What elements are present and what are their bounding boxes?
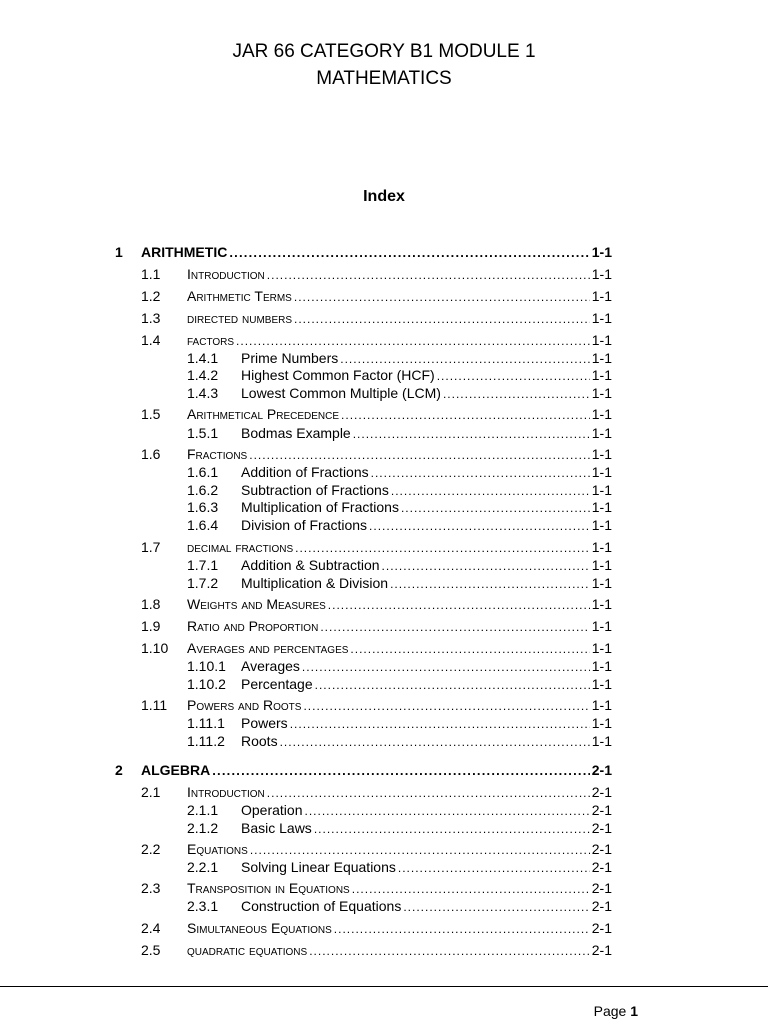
toc-entry-number: 1.6.3: [187, 499, 219, 515]
toc-entry-page: 1-1: [591, 575, 612, 591]
toc-entry[interactable]: [187, 498, 612, 517]
toc-entry-title: Roots: [241, 733, 278, 749]
dot-leader: [212, 762, 590, 780]
toc-entry-number: 2.1: [141, 784, 161, 800]
toc-entry-number: 2.5: [141, 942, 161, 958]
toc-entry[interactable]: [141, 840, 612, 859]
toc-entry[interactable]: [187, 801, 612, 820]
toc-entry-number: 1.9: [141, 618, 161, 634]
toc-entry-title: Basic Laws: [241, 820, 312, 836]
dot-leader: [403, 898, 589, 916]
dot-leader: [309, 942, 590, 960]
toc-entry-page: 2-1: [591, 859, 612, 875]
dot-leader: [236, 332, 590, 350]
toc-entry-page: 1-1: [591, 350, 612, 366]
toc-entry-title: Highest Common Factor (HCF): [241, 367, 435, 383]
dot-leader: [290, 715, 590, 733]
toc-entry-title: Powers: [241, 715, 288, 731]
toc-entry-title: Arithmetic Terms: [187, 288, 292, 304]
toc-entry-number: 1.6: [141, 446, 161, 462]
toc-entry[interactable]: [141, 405, 612, 424]
toc-entry-title: Bodmas Example: [241, 425, 351, 441]
toc-entry-page: 1-1: [591, 517, 612, 533]
toc-entry-title: Construction of Equations: [241, 898, 402, 914]
toc-entry-number: 2.2: [141, 841, 161, 857]
toc-entry[interactable]: [187, 732, 612, 751]
dot-leader: [249, 446, 590, 464]
toc-entry[interactable]: [187, 819, 612, 838]
toc-entry-title: ARITHMETIC: [141, 244, 228, 260]
toc-entry[interactable]: [187, 858, 612, 877]
toc-entry-page: 1-1: [591, 266, 612, 282]
toc-entry-page: 1-1: [591, 596, 612, 612]
toc-entry-title: Multiplication & Division: [241, 575, 389, 591]
toc-entry[interactable]: [141, 309, 612, 328]
toc-entry-title: Introduction: [187, 266, 265, 282]
toc-entry-number: 1.8: [141, 596, 161, 612]
toc-entry-page: 1-1: [591, 499, 612, 515]
dot-leader: [295, 539, 590, 557]
dot-leader: [352, 880, 590, 898]
toc-entry[interactable]: [141, 941, 612, 960]
toc-entry[interactable]: [187, 366, 612, 385]
page-number: 1: [630, 1003, 638, 1019]
dot-leader: [267, 266, 590, 284]
toc-entry[interactable]: [115, 761, 612, 780]
footer-divider: [0, 986, 768, 987]
toc-entry-title: Introduction: [187, 784, 265, 800]
toc-entry[interactable]: [141, 331, 612, 350]
toc-entry-number: 1.10.2: [187, 676, 226, 692]
toc-entry-page: 1-1: [591, 244, 612, 260]
dot-leader: [369, 517, 590, 535]
toc-entry-number: 1.1: [141, 266, 161, 282]
toc-entry-page: 1-1: [591, 385, 612, 401]
toc-entry[interactable]: [141, 696, 612, 715]
toc-entry-title: Solving Linear Equations: [241, 859, 396, 875]
toc-entry-page: 1-1: [591, 618, 612, 634]
toc-entry-number: 1.5.1: [187, 425, 219, 441]
dot-leader: [303, 697, 589, 715]
toc-entry[interactable]: [141, 639, 612, 658]
toc-entry[interactable]: [187, 574, 612, 593]
toc-entry-title: decimal fractions: [187, 539, 294, 555]
toc-entry-title: Multiplication of Fractions: [241, 499, 399, 515]
toc-entry-page: 2-1: [591, 762, 612, 778]
toc-entry[interactable]: [141, 265, 612, 284]
toc-entry-page: 2-1: [591, 820, 612, 836]
toc-entry-page: 1-1: [591, 482, 612, 498]
toc-entry-page: 1-1: [591, 733, 612, 749]
toc-entry-page: 2-1: [591, 841, 612, 857]
toc-entry-title: Lowest Common Multiple (LCM): [241, 385, 441, 401]
toc-entry-number: 1: [115, 244, 123, 260]
dot-leader: [328, 596, 590, 614]
toc-entry[interactable]: [141, 445, 612, 464]
toc-entry-title: Division of Fractions: [241, 517, 368, 533]
toc-entry-number: 2.4: [141, 920, 161, 936]
toc-entry[interactable]: [141, 617, 612, 636]
dot-leader: [401, 499, 590, 517]
toc-entry-page: 1-1: [591, 446, 612, 462]
toc-entry-number: 2.1.2: [187, 820, 219, 836]
toc-entry[interactable]: [187, 675, 612, 694]
dot-leader: [304, 802, 589, 820]
toc-entry-page: 1-1: [591, 640, 612, 656]
dot-leader: [302, 658, 590, 676]
page-label: Page: [593, 1003, 627, 1019]
dot-leader: [398, 859, 590, 877]
toc-entry-title: Transposition in Equations: [187, 880, 350, 896]
toc-entry-number: 1.11: [141, 697, 168, 713]
dot-leader: [382, 557, 590, 575]
header-line-2: MATHEMATICS: [316, 68, 452, 89]
toc-entry-number: 1.4.3: [187, 385, 219, 401]
index-title: Index: [363, 188, 405, 205]
toc-entry-page: 1-1: [591, 557, 612, 573]
toc-entry-number: 1.3: [141, 310, 161, 326]
toc-entry-number: 1.11.2: [187, 733, 225, 749]
toc-entry[interactable]: [115, 243, 612, 262]
dot-leader: [437, 367, 590, 385]
toc-entry-title: Addition & Subtraction: [241, 557, 380, 573]
toc-entry-page: 1-1: [591, 310, 612, 326]
toc-entry-page: 2-1: [591, 898, 612, 914]
toc-entry-number: 1.7.2: [187, 575, 219, 591]
dot-leader: [294, 310, 590, 328]
dot-leader: [371, 464, 590, 482]
toc-entry-number: 1.4.2: [187, 367, 219, 383]
toc-entry[interactable]: [187, 516, 612, 535]
toc-entry-page: 1-1: [591, 425, 612, 441]
toc-entry-number: 2: [115, 762, 123, 778]
toc-entry-page: 1-1: [591, 658, 612, 674]
toc-entry-title: quadratic equations: [187, 942, 308, 958]
toc-entry-number: 1.4: [141, 332, 161, 348]
toc-entry-title: Addition of Fractions: [241, 464, 369, 480]
toc-entry-number: 1.6.1: [187, 464, 219, 480]
toc-entry[interactable]: [187, 463, 612, 482]
toc-entry[interactable]: [187, 424, 612, 443]
toc-entry-page: 1-1: [591, 367, 612, 383]
dot-leader: [294, 288, 590, 306]
document-header: [0, 38, 768, 92]
toc-entry[interactable]: [141, 538, 612, 557]
toc-entry-title: ALGEBRA: [141, 762, 211, 778]
dot-leader: [267, 784, 590, 802]
dot-leader: [341, 406, 590, 424]
toc-entry[interactable]: [187, 897, 612, 916]
toc-entry-number: 1.7.1: [187, 557, 219, 573]
toc-entry-number: 2.3: [141, 880, 161, 896]
toc-entry-page: 1-1: [591, 539, 612, 555]
toc-entry-number: 1.5: [141, 406, 161, 422]
dot-leader: [390, 575, 590, 593]
header-line-1: JAR 66 CATEGORY B1 MODULE 1: [232, 41, 536, 62]
toc-entry-title: factors: [187, 332, 235, 348]
dot-leader: [315, 676, 590, 694]
toc-entry[interactable]: [187, 384, 612, 403]
toc-entry-number: 1.2: [141, 288, 161, 304]
toc-entry[interactable]: [187, 556, 612, 575]
dot-leader: [353, 425, 590, 443]
toc-entry-number: 2.1.1: [187, 802, 219, 818]
toc-entry[interactable]: [141, 783, 612, 802]
toc-entry-page: 1-1: [591, 464, 612, 480]
toc-entry-page: 1-1: [591, 715, 612, 731]
toc-entry-title: Percentage: [241, 676, 313, 692]
toc-entry-title: Equations: [187, 841, 248, 857]
dot-leader: [250, 841, 590, 859]
dot-leader: [280, 733, 590, 751]
toc-entry-title: directed numbers: [187, 310, 293, 326]
toc-entry-number: 1.6.2: [187, 482, 219, 498]
toc-entry-page: 2-1: [591, 880, 612, 896]
toc-entry-title: Arithmetical Precedence: [187, 406, 340, 422]
toc-entry-page: 1-1: [591, 697, 612, 713]
toc-entry-title: Subtraction of Fractions: [241, 482, 389, 498]
toc-entry-number: 1.10.1: [187, 658, 226, 674]
toc-entry-page: 2-1: [591, 784, 612, 800]
dot-leader: [229, 244, 589, 262]
toc-entry[interactable]: [141, 919, 612, 938]
toc-entry-number: 1.10: [141, 640, 169, 656]
toc-entry-number: 1.7: [141, 539, 161, 555]
toc-entry[interactable]: [141, 287, 612, 306]
toc-entry-title: Prime Numbers: [241, 350, 339, 366]
toc-entry-number: 2.3.1: [187, 898, 219, 914]
toc-entry-page: 1-1: [591, 406, 612, 422]
toc-entry-page: 1-1: [591, 676, 612, 692]
toc-entry-title: Fractions: [187, 446, 248, 462]
toc-entry-page: 1-1: [591, 288, 612, 304]
toc-entry[interactable]: [141, 879, 612, 898]
toc-entry-number: 1.6.4: [187, 517, 219, 533]
toc-entry[interactable]: [187, 657, 612, 676]
toc-entry-title: Averages: [241, 658, 300, 674]
dot-leader: [314, 820, 590, 838]
toc-entry-page: 1-1: [591, 332, 612, 348]
dot-leader: [334, 920, 590, 938]
toc-entry-number: 2.2.1: [187, 859, 219, 875]
toc-entry-title: Operation: [241, 802, 303, 818]
toc-entry-title: Ratio and Proportion: [187, 618, 319, 634]
toc-entry[interactable]: [187, 714, 612, 733]
toc-entry-title: Powers and Roots: [187, 697, 302, 713]
toc-entry-page: 2-1: [591, 802, 612, 818]
toc-entry-title: Simultaneous Equations: [187, 920, 332, 936]
dot-leader: [350, 640, 589, 658]
toc-entry[interactable]: [141, 595, 612, 614]
toc-entry-page: 2-1: [591, 920, 612, 936]
toc-entry-number: 1.11.1: [187, 715, 225, 731]
toc-entry-page: 2-1: [591, 942, 612, 958]
toc-entry-number: 1.4.1: [187, 350, 219, 366]
page-footer: [594, 1003, 638, 1019]
toc-entry-title: Weights and Measures: [187, 596, 326, 612]
dot-leader: [443, 385, 590, 403]
dot-leader: [320, 618, 589, 636]
toc-entry-title: Averages and percentages: [187, 640, 349, 656]
